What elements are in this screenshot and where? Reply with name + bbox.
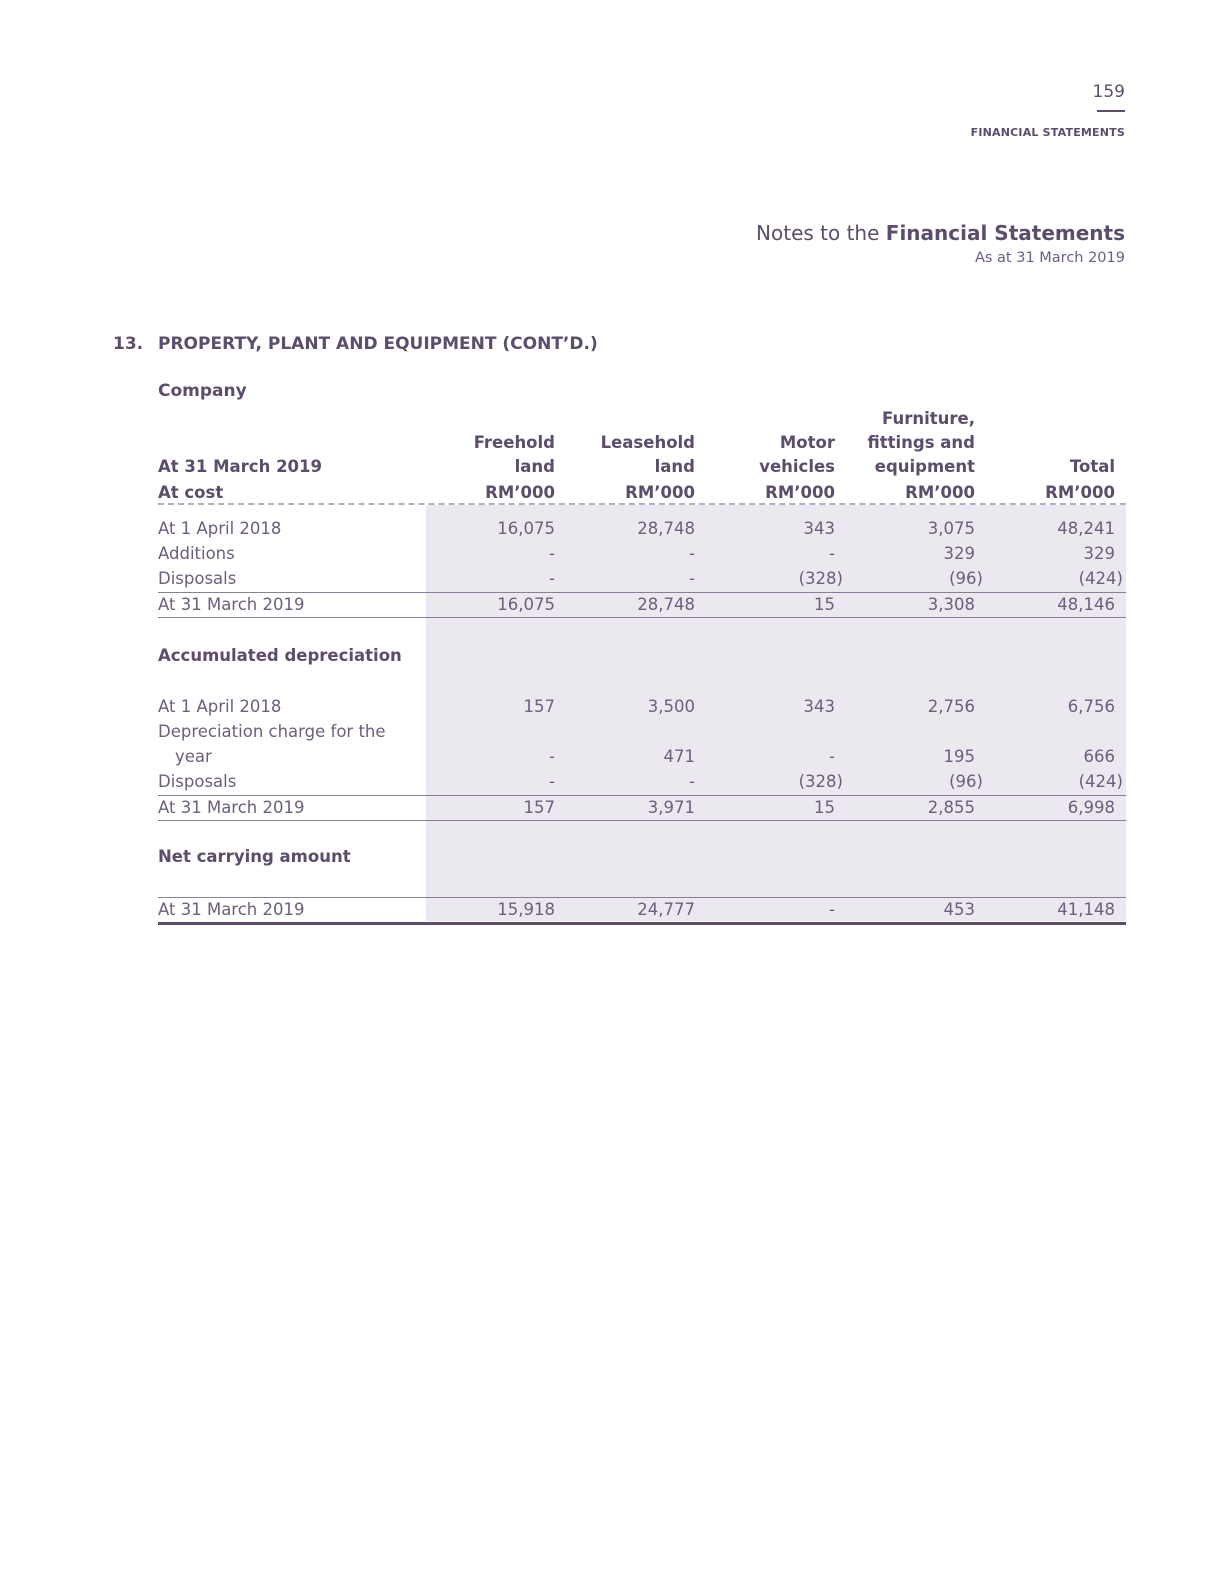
dep-row-label: year xyxy=(175,747,212,766)
column-header-1-unit: RM’000 xyxy=(485,483,555,502)
dep-row-label: At 1 April 2018 xyxy=(158,697,282,716)
notes-subtitle: As at 31 March 2019 xyxy=(974,250,1125,266)
column-header-3-unit: RM’000 xyxy=(765,483,835,502)
dep-cell: 157 xyxy=(523,798,555,817)
dep-row-label: Disposals xyxy=(158,772,237,791)
cost-cell: 28,748 xyxy=(637,595,695,614)
column-header-3-line3: vehicles xyxy=(759,457,835,476)
dep-row-label: At 31 March 2019 xyxy=(158,798,305,817)
dep-cell: - xyxy=(829,747,835,766)
net-heading: Net carrying amount xyxy=(158,847,351,866)
cost-cell: 16,075 xyxy=(497,595,555,614)
cost-cell: 28,748 xyxy=(637,519,695,538)
cost-cell: - xyxy=(689,569,695,588)
net-row xyxy=(158,897,1126,925)
cost-cell: - xyxy=(829,544,835,563)
header-divider xyxy=(158,503,1126,505)
dep-cell: 666 xyxy=(1083,747,1115,766)
dep-cell: 471 xyxy=(663,747,695,766)
column-header-4-line3: equipment xyxy=(874,457,975,476)
cost-row-label: At 31 March 2019 xyxy=(158,595,305,614)
section-label: FINANCIAL STATEMENTS xyxy=(970,126,1125,139)
dep-cell: 3,971 xyxy=(647,798,695,817)
cost-cell: 48,241 xyxy=(1057,519,1115,538)
cost-row xyxy=(158,592,1126,618)
net-cell: - xyxy=(829,900,835,919)
cost-cell: 329 xyxy=(1083,544,1115,563)
cost-cell: (96) xyxy=(949,569,983,588)
period-label: At 31 March 2019 xyxy=(158,457,322,476)
acc-dep-heading: Accumulated depreciation xyxy=(158,646,402,665)
page-number: 159 xyxy=(1092,82,1125,102)
cost-cell: 329 xyxy=(943,544,975,563)
dep-cell: 2,855 xyxy=(927,798,975,817)
dep-cell: (424) xyxy=(1078,772,1123,791)
dep-cell: - xyxy=(689,772,695,791)
dep-cell: (328) xyxy=(798,772,843,791)
cost-row xyxy=(158,542,1126,567)
column-header-4-line1: Furniture, xyxy=(882,409,975,428)
cost-row xyxy=(158,517,1126,542)
cost-cell: 343 xyxy=(803,519,835,538)
notes-title-light: Notes to the xyxy=(756,221,886,245)
cost-cell: 3,308 xyxy=(927,595,975,614)
column-header-1-line2: Freehold xyxy=(473,433,555,452)
dep-cell: 6,756 xyxy=(1067,697,1115,716)
column-header-4-unit: RM’000 xyxy=(905,483,975,502)
cost-cell: 3,075 xyxy=(927,519,975,538)
cost-row-label: Disposals xyxy=(158,569,237,588)
cost-cell: 15 xyxy=(814,595,835,614)
cost-cell: 48,146 xyxy=(1057,595,1115,614)
column-header-2-line2: Leasehold xyxy=(600,433,695,452)
note-title: PROPERTY, PLANT AND EQUIPMENT (CONT’D.) xyxy=(158,334,598,354)
net-cell: 15,918 xyxy=(497,900,555,919)
column-header-3-line2: Motor xyxy=(779,433,835,452)
column-header-4-line2: fittings and xyxy=(867,433,975,452)
column-header-2-line3: land xyxy=(654,457,695,476)
dep-cell: - xyxy=(549,747,555,766)
dep-cell: 2,756 xyxy=(927,697,975,716)
cost-cell: - xyxy=(689,544,695,563)
note-number: 13. xyxy=(113,334,144,354)
cost-row-label: Additions xyxy=(158,544,235,563)
cost-cell: - xyxy=(549,544,555,563)
cost-cell: - xyxy=(549,569,555,588)
dep-row xyxy=(158,795,1126,821)
column-header-1-line3: land xyxy=(514,457,555,476)
page-number-rule xyxy=(1097,110,1125,112)
cost-cell: (328) xyxy=(798,569,843,588)
dep-cell: - xyxy=(549,772,555,791)
cost-cell: 16,075 xyxy=(497,519,555,538)
column-header-5-unit: RM’000 xyxy=(1045,483,1115,502)
cost-row-label: At 1 April 2018 xyxy=(158,519,282,538)
basis-label: At cost xyxy=(158,483,224,502)
dep-cell: 6,998 xyxy=(1067,798,1115,817)
dep-cell: 157 xyxy=(523,697,555,716)
cost-cell: (424) xyxy=(1078,569,1123,588)
notes-title xyxy=(756,221,1125,245)
notes-title-bold: Financial Statements xyxy=(885,221,1125,245)
dep-cell: 343 xyxy=(803,697,835,716)
dep-row-1-label: Depreciation charge for the xyxy=(158,722,386,741)
entity-label: Company xyxy=(158,381,247,401)
dep-row xyxy=(158,695,1126,720)
net-cell: 24,777 xyxy=(637,900,695,919)
dep-cell: 15 xyxy=(814,798,835,817)
net-row-label: At 31 March 2019 xyxy=(158,900,305,919)
net-cell: 41,148 xyxy=(1057,900,1115,919)
column-header-2-unit: RM’000 xyxy=(625,483,695,502)
cost-row xyxy=(158,567,1126,592)
column-header-5-line3: Total xyxy=(1069,457,1115,476)
dep-row xyxy=(158,770,1126,795)
net-cell: 453 xyxy=(943,900,975,919)
dep-row xyxy=(158,745,1126,770)
dep-cell: (96) xyxy=(949,772,983,791)
dep-cell: 195 xyxy=(943,747,975,766)
dep-cell: 3,500 xyxy=(647,697,695,716)
